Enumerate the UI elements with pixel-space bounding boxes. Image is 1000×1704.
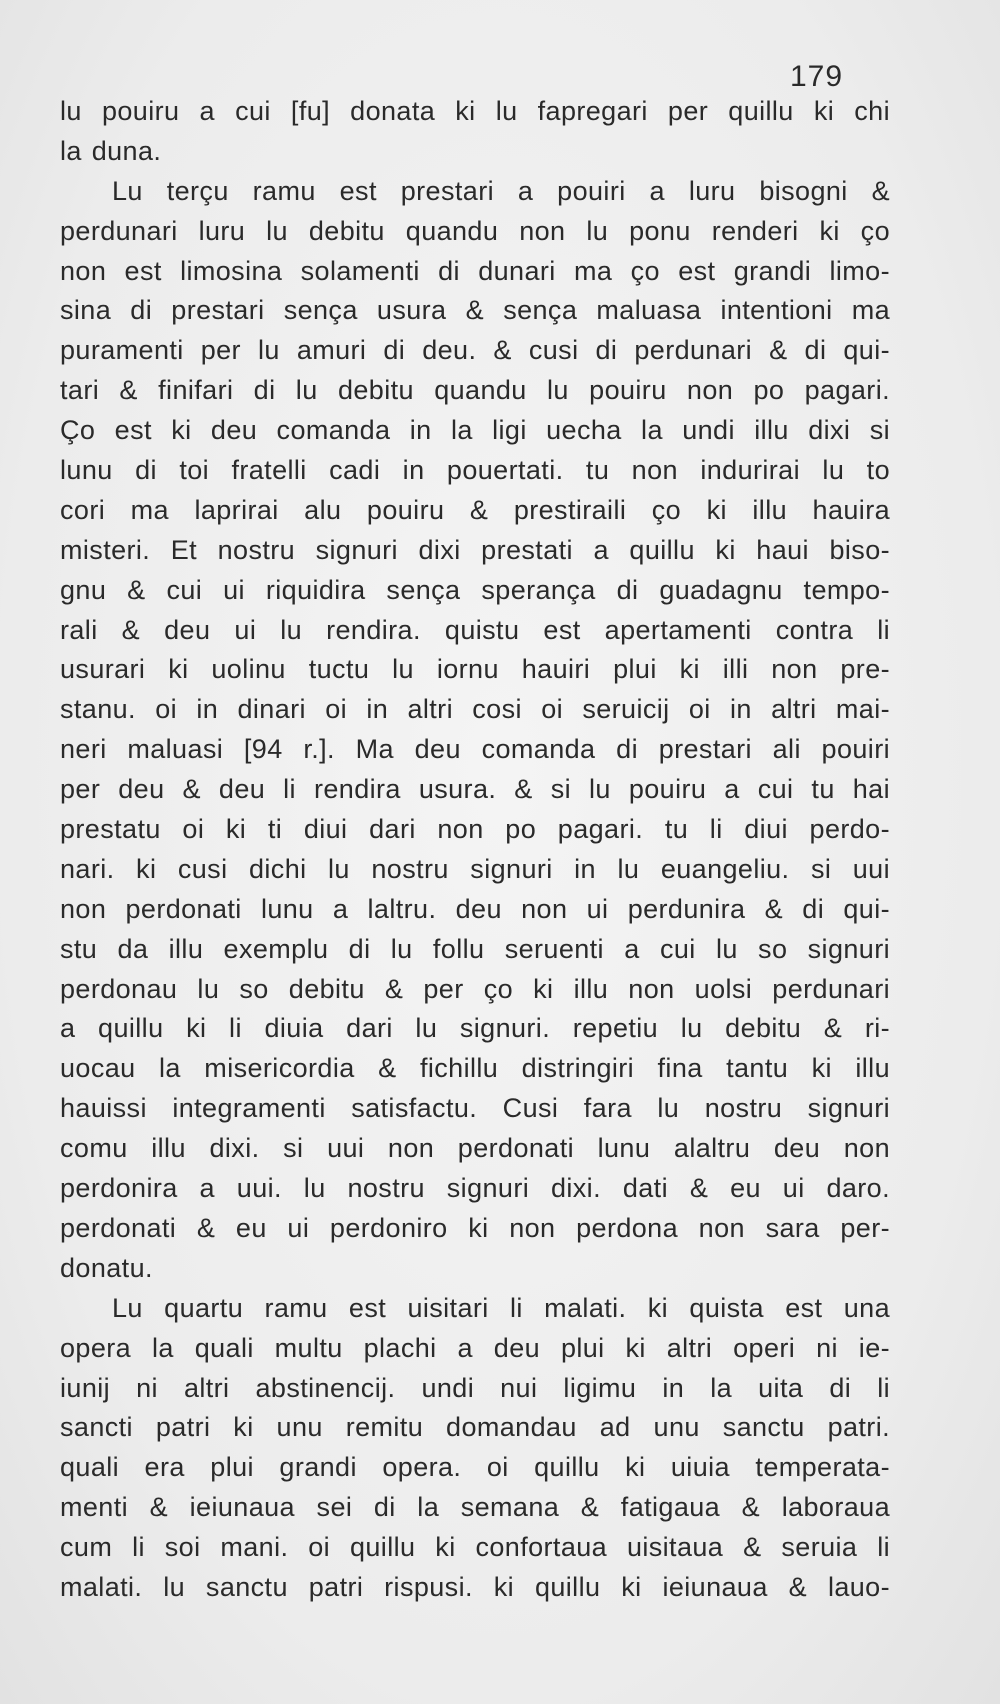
- text-line: quali era plui grandi opera. oi quillu ki uiuia temperata-: [60, 1452, 890, 1483]
- text-line: non perdonati lunu a laltru. deu non ui perdunira & di qui-: [60, 893, 890, 924]
- text-line: prestatu oi ki ti diui dari non po pagari. tu li diui perdo-: [60, 814, 890, 845]
- text-line: uocau la misericordia & fichillu distringiri fina tantu ki illu: [60, 1053, 890, 1084]
- text-line: sina di prestari sença usura & sença maluasa intentioni ma: [60, 295, 890, 326]
- text-line: stu da illu exemplu di lu follu seruenti a cui lu so signuri: [60, 933, 890, 964]
- text-line: non est limosina solamenti di dunari ma ço est grandi limo-: [60, 255, 890, 286]
- text-line: perdonau lu so debitu & per ço ki illu non uolsi perdunari: [60, 973, 890, 1004]
- text-line: sancti patri ki unu remitu domandau ad unu sanctu patri.: [60, 1412, 890, 1443]
- text-line: cum li soi mani. oi quillu ki confortaua uisitaua & seruia li: [60, 1532, 890, 1563]
- text-line: rali & deu ui lu rendira. quistu est apertamenti contra li: [60, 614, 890, 645]
- body-text: [60, 92, 890, 1608]
- text-line: puramenti per lu amuri di deu. & cusi di perdunari & di qui-: [60, 335, 890, 366]
- text-line: perdonira a uui. lu nostru signuri dixi. dati & eu ui daro.: [60, 1173, 890, 1204]
- text-line: Lu terçu ramu est prestari a pouiri a luru bisogni &: [112, 175, 890, 206]
- text-line: donatu.: [60, 1252, 153, 1283]
- text-line: Ço est ki deu comanda in la ligi uecha la undi illu dixi si: [60, 415, 890, 446]
- text-line: cori ma laprirai alu pouiru & prestiraili ço ki illu hauira: [60, 494, 890, 525]
- text-line: gnu & cui ui riquidira sença sperança di guadagnu tempo-: [60, 574, 890, 605]
- text-line: usurari ki uolinu tuctu lu iornu hauiri plui ki illi non pre-: [60, 654, 890, 685]
- text-line: hauissi integramenti satisfactu. Cusi fara lu nostru signuri: [60, 1093, 890, 1124]
- text-line: opera la quali multu plachi a deu plui ki altri operi ni ie-: [60, 1332, 890, 1363]
- text-line: misteri. Et nostru signuri dixi prestati a quillu ki haui biso-: [60, 534, 890, 565]
- text-line: a quillu ki li diuia dari lu signuri. repetiu lu debitu & ri-: [60, 1013, 890, 1044]
- text-line: la duna.: [60, 135, 162, 166]
- text-line: perdonati & eu ui perdoniro ki non perdona non sara per-: [60, 1212, 890, 1243]
- text-line: tari & finifari di lu debitu quandu lu pouiru non po pagari.: [60, 375, 890, 406]
- text-line: stanu. oi in dinari oi in altri cosi oi seruicij oi in altri mai-: [60, 694, 890, 725]
- text-line: malati. lu sanctu patri rispusi. ki quillu ki ieiunaua & lauo-: [60, 1571, 890, 1602]
- text-line: menti & ieiunaua sei di la semana & fatigaua & laboraua: [60, 1492, 890, 1523]
- text-line: lunu di toi fratelli cadi in pouertati. tu non indurirai lu to: [60, 455, 890, 486]
- text-line: iunij ni altri abstinencij. undi nui ligimu in la uita di li: [60, 1372, 890, 1403]
- page-number: 179: [790, 60, 844, 93]
- text-line: neri maluasi [94 r.]. Ma deu comanda di prestari ali pouiri: [60, 734, 890, 765]
- text-line: perdunari luru lu debitu quandu non lu ponu renderi ki ço: [60, 215, 890, 246]
- text-line: nari. ki cusi dichi lu nostru signuri in lu euangeliu. si uui: [60, 853, 890, 884]
- text-line: Lu quartu ramu est uisitari li malati. ki quista est una: [112, 1292, 890, 1323]
- text-line: comu illu dixi. si uui non perdonati lunu alaltru deu non: [60, 1133, 890, 1164]
- text-line: per deu & deu li rendira usura. & si lu pouiru a cui tu hai: [60, 774, 890, 805]
- text-line: lu pouiru a cui [fu] donata ki lu fapregari per quillu ki chi: [60, 96, 890, 126]
